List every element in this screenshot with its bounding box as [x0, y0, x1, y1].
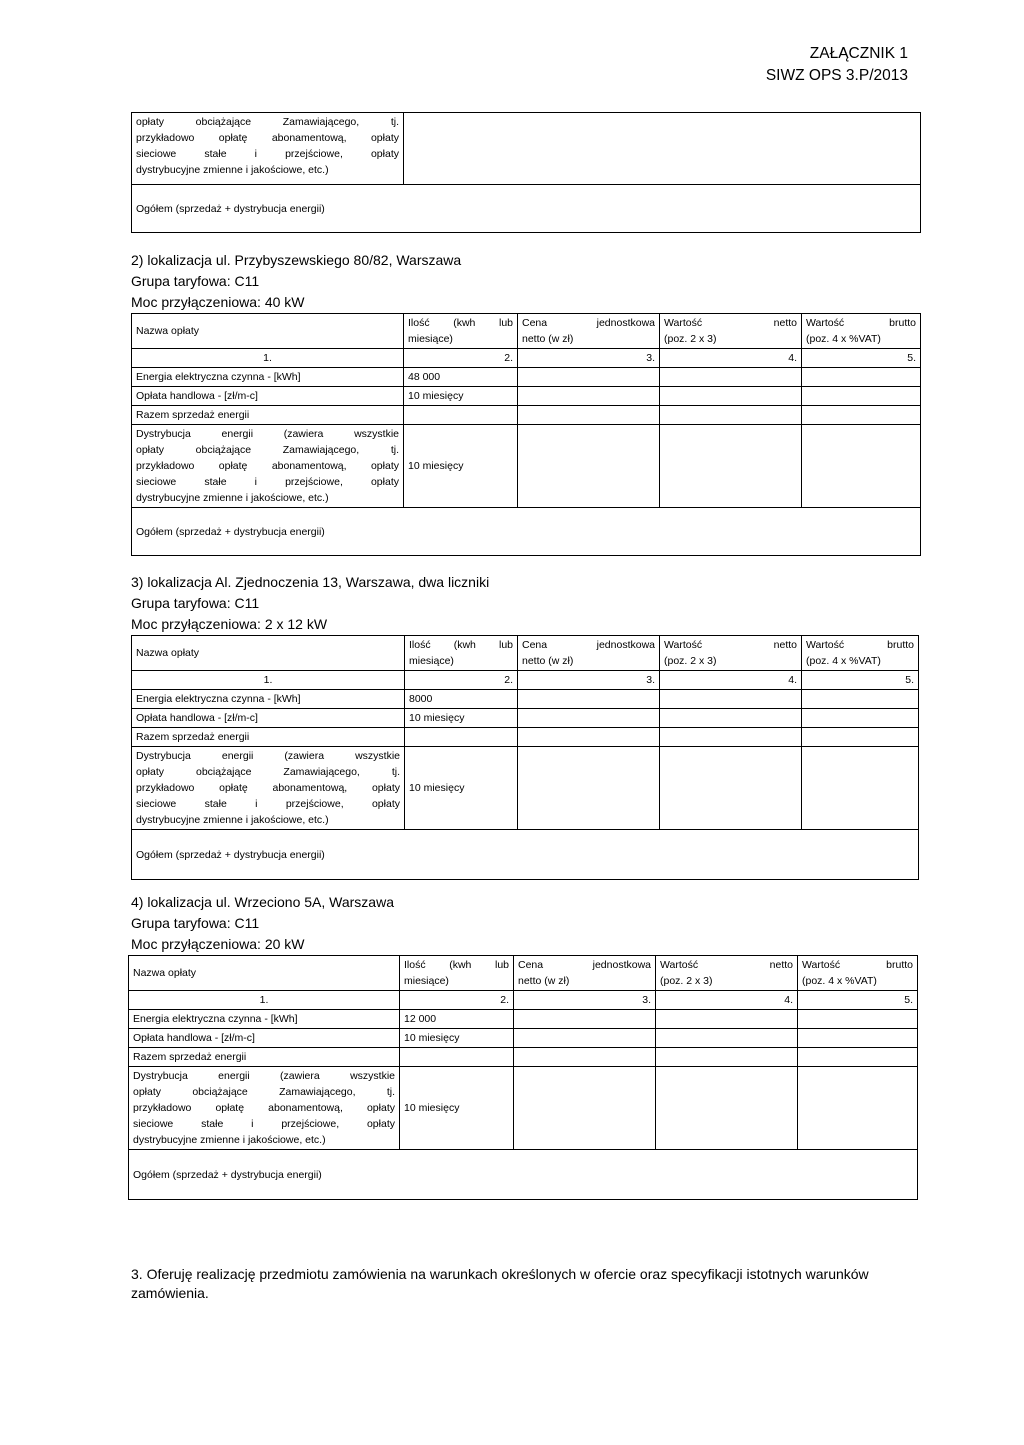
attachment-label: ZAŁĄCZNIK 1: [809, 45, 908, 62]
col-qty-header: Ilość (kwh lub miesiące): [400, 956, 514, 991]
energy-row-label: Energia elektryczna czynna - [kWh]: [132, 690, 405, 709]
trade-fee-net-cell: [656, 1029, 798, 1048]
energy-price-cell: [518, 368, 660, 387]
distribution-description: Dystrybucja energii (zawiera wszystkie opłaty obciążające Zamawiającego, tj. przykładowo opłatę abonamentową, opłaty sieciowe stałe i przejściowe, opłaty dystrybucyjne zmienne i jakościowe, etc.): [132, 425, 404, 508]
sales-total-price-cell: [518, 728, 660, 747]
col-qty-header: Ilość (kwh lub miesiące): [404, 314, 518, 349]
sales-total-gross-cell: [802, 728, 919, 747]
trade-fee-net-cell: [660, 387, 802, 406]
distribution-price-cell: [518, 747, 660, 830]
energy-price-cell: [518, 690, 660, 709]
distribution-qty: 10 miesięcy: [405, 747, 518, 830]
trade-fee-qty: 10 miesięcy: [404, 387, 518, 406]
col-number: 1.: [129, 991, 400, 1010]
grand-total-label: Ogółem (sprzedaż + dystrybucja energii): [132, 508, 921, 556]
col-price-header: Cena jednostkowa netto (w zł): [514, 956, 656, 991]
sales-total-gross-cell: [802, 406, 921, 425]
energy-net-cell: [656, 1010, 798, 1029]
distribution-net-cell: [656, 1067, 798, 1150]
section-2-table: [131, 313, 921, 556]
section-4-location: 4) lokalizacja ul. Wrzeciono 5A, Warszawa: [131, 894, 394, 910]
section-2-power: Moc przyłączeniowa: 40 kW: [131, 294, 305, 310]
distribution-qty: 10 miesięcy: [400, 1067, 514, 1150]
trade-fee-price-cell: [514, 1029, 656, 1048]
col-number: 5.: [802, 671, 919, 690]
empty-cell: [404, 113, 921, 185]
trade-fee-gross-cell: [802, 709, 919, 728]
sales-total-price-cell: [518, 406, 660, 425]
distribution-gross-cell: [802, 425, 921, 508]
sales-total-label: Razem sprzedaż energii: [132, 406, 404, 425]
energy-price-cell: [514, 1010, 656, 1029]
sales-total-net-cell: [656, 1048, 798, 1067]
distribution-price-cell: [514, 1067, 656, 1150]
energy-qty: 8000: [405, 690, 518, 709]
trade-fee-qty: 10 miesięcy: [400, 1029, 514, 1048]
sales-total-gross-cell: [798, 1048, 918, 1067]
section-3-table: [131, 635, 919, 880]
distribution-description: Dystrybucja energii (zawiera wszystkie opłaty obciążające Zamawiającego, tj. przykładowo opłatę abonamentową, opłaty sieciowe stałe i przejściowe, opłaty dystrybucyjne zmienne i jakościowe, etc.): [129, 1067, 400, 1150]
section-3-power: Moc przyłączeniowa: 2 x 12 kW: [131, 616, 328, 632]
col-number: 3.: [514, 991, 656, 1010]
trade-fee-label: Opłata handlowa - [zł/m-c]: [132, 387, 404, 406]
col-number: 3.: [518, 671, 660, 690]
tender-reference: SIWZ OPS 3.P/2013: [765, 67, 908, 84]
col-number: 1.: [132, 349, 404, 368]
distribution-gross-cell: [802, 747, 919, 830]
energy-gross-cell: [802, 368, 921, 387]
grand-total-label: Ogółem (sprzedaż + dystrybucja energii): [132, 185, 921, 233]
energy-gross-cell: [802, 690, 919, 709]
trade-fee-gross-cell: [802, 387, 921, 406]
trade-fee-label: Opłata handlowa - [zł/m-c]: [132, 709, 405, 728]
section-4-tariff: Grupa taryfowa: C11: [131, 915, 260, 931]
grand-total-label: Ogółem (sprzedaż + dystrybucja energii): [132, 830, 919, 880]
col-number: 5.: [798, 991, 918, 1010]
offer-statement: 3. Oferuję realizację przedmiotu zamówienia na warunkach określonych w ofercie oraz specyfikacji istotnych warunków zamówienia.: [131, 1266, 869, 1301]
sales-total-label: Razem sprzedaż energii: [132, 728, 405, 747]
col-number: 4.: [656, 991, 798, 1010]
trade-fee-label: Opłata handlowa - [zł/m-c]: [129, 1029, 400, 1048]
col-net-header: Wartość netto (poz. 2 x 3): [660, 636, 802, 671]
col-qty-header: Ilość (kwh lub miesiące): [405, 636, 518, 671]
col-number: 2.: [405, 671, 518, 690]
grand-total-label: Ogółem (sprzedaż + dystrybucja energii): [129, 1150, 918, 1200]
col-number: 4.: [660, 671, 802, 690]
section-3-location: 3) lokalizacja Al. Zjednoczenia 13, Warszawa, dwa liczniki: [131, 574, 490, 590]
sales-total-net-cell: [660, 406, 802, 425]
energy-qty: 48 000: [404, 368, 518, 387]
col-net-header: Wartość netto (poz. 2 x 3): [660, 314, 802, 349]
section-4-power: Moc przyłączeniowa: 20 kW: [131, 936, 305, 952]
section-2-tariff: Grupa taryfowa: C11: [131, 273, 260, 289]
energy-qty: 12 000: [400, 1010, 514, 1029]
col-gross-header: Wartość brutto (poz. 4 x %VAT): [798, 956, 918, 991]
energy-gross-cell: [798, 1010, 918, 1029]
section-4-table: [128, 955, 918, 1200]
col-price-header: Cena jednostkowa netto (w zł): [518, 636, 660, 671]
trade-fee-gross-cell: [798, 1029, 918, 1048]
section-2-location: 2) lokalizacja ul. Przybyszewskiego 80/82, Warszawa: [131, 252, 462, 268]
distribution-net-cell: [660, 425, 802, 508]
col-name-header: Nazwa opłaty: [132, 636, 405, 671]
distribution-description: Dystrybucja energii (zawiera wszystkie opłaty obciążające Zamawiającego, tj. przykładowo opłatę abonamentową, opłaty sieciowe stałe i przejściowe, opłaty dystrybucyjne zmienne i jakościowe, etc.): [132, 747, 405, 830]
sales-total-qty-cell: [400, 1048, 514, 1067]
section-3-tariff: Grupa taryfowa: C11: [131, 595, 260, 611]
sales-total-label: Razem sprzedaż energii: [129, 1048, 400, 1067]
fragment-table: [131, 112, 921, 233]
sales-total-qty-cell: [404, 406, 518, 425]
trade-fee-qty: 10 miesięcy: [405, 709, 518, 728]
col-number: 4.: [660, 349, 802, 368]
distribution-price-cell: [518, 425, 660, 508]
col-price-header: Cena jednostkowa netto (w zł): [518, 314, 660, 349]
col-number: 1.: [132, 671, 405, 690]
col-gross-header: Wartość brutto (poz. 4 x %VAT): [802, 636, 919, 671]
sales-total-net-cell: [660, 728, 802, 747]
distribution-gross-cell: [798, 1067, 918, 1150]
trade-fee-price-cell: [518, 709, 660, 728]
trade-fee-price-cell: [518, 387, 660, 406]
col-number: 3.: [518, 349, 660, 368]
sales-total-price-cell: [514, 1048, 656, 1067]
trade-fee-net-cell: [660, 709, 802, 728]
col-number: 2.: [404, 349, 518, 368]
col-name-header: Nazwa opłaty: [132, 314, 404, 349]
col-net-header: Wartość netto (poz. 2 x 3): [656, 956, 798, 991]
energy-row-label: Energia elektryczna czynna - [kWh]: [132, 368, 404, 387]
distribution-description: opłaty obciążające Zamawiającego, tj. przykładowo opłatę abonamentową, opłaty sieciowe stałe i przejściowe, opłaty dystrybucyjne zmienne i jakościowe, etc.): [132, 113, 404, 185]
col-gross-header: Wartość brutto (poz. 4 x %VAT): [802, 314, 921, 349]
distribution-qty: 10 miesięcy: [404, 425, 518, 508]
energy-net-cell: [660, 690, 802, 709]
col-name-header: Nazwa opłaty: [129, 956, 400, 991]
distribution-net-cell: [660, 747, 802, 830]
col-number: 5.: [802, 349, 921, 368]
energy-row-label: Energia elektryczna czynna - [kWh]: [129, 1010, 400, 1029]
col-number: 2.: [400, 991, 514, 1010]
energy-net-cell: [660, 368, 802, 387]
sales-total-qty-cell: [405, 728, 518, 747]
